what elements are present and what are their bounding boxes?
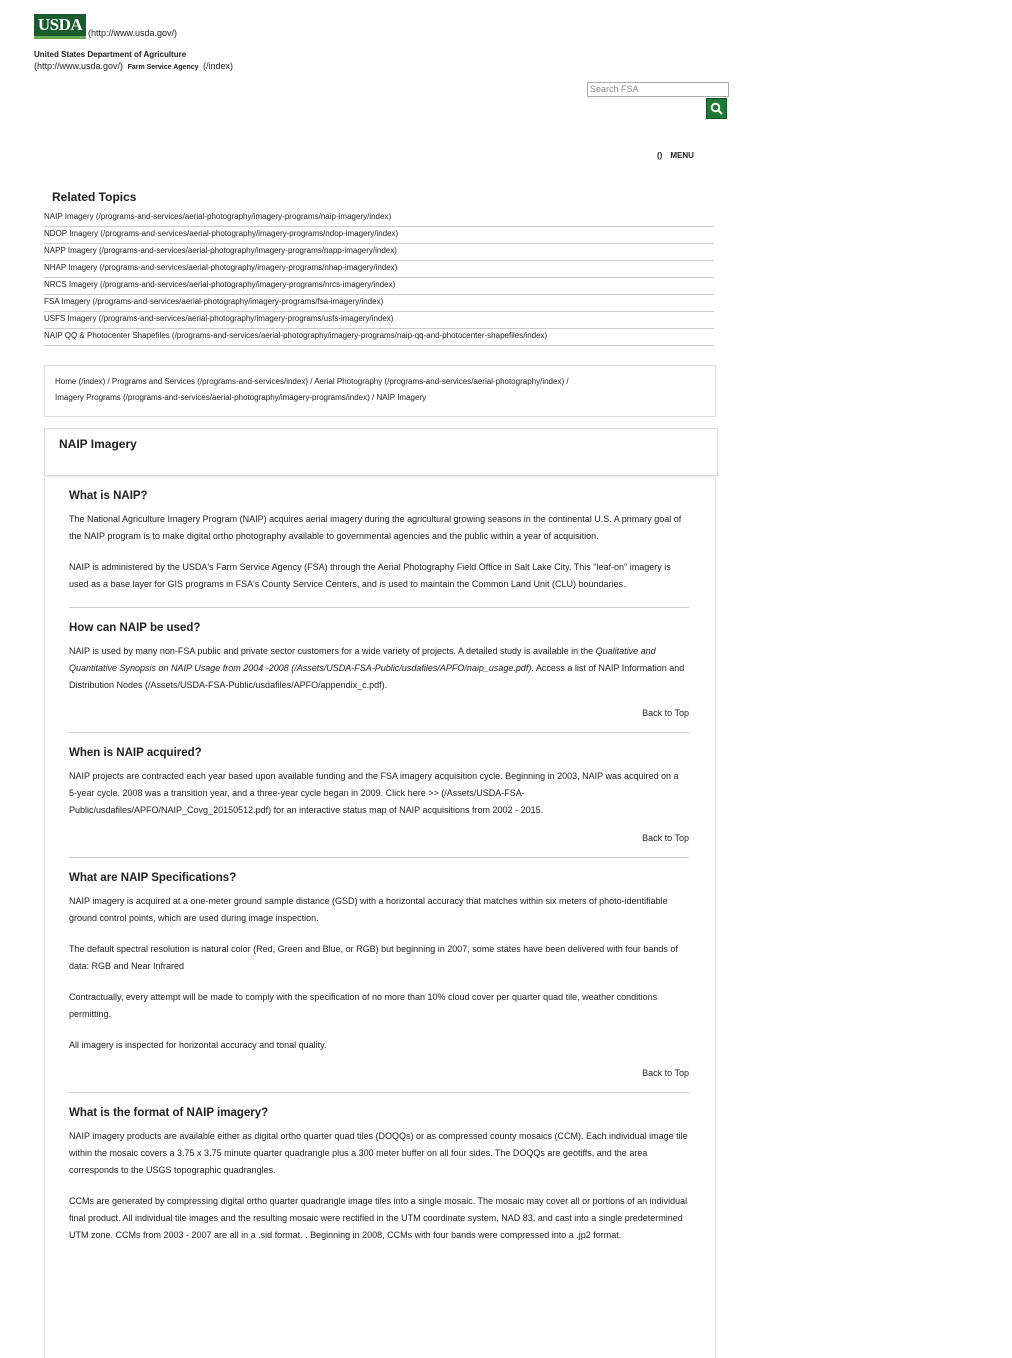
section-when-acquired	[69, 747, 689, 858]
paragraph: CCMs are generated by compressing digital ortho quarter quadrangle image tiles into a single mosaic. The mosaic may cover all or portions of an individual final product. All individual tile images and the resulting mosaic were rectified in the UTM coordinate system, NAD 83, and cast into a single predetermined UTM zone. CCMs from 2003 - 2007 are all in a .sid format. . Beginning in 2008, CCMs with four bands were compressed into a .jp2 format.	[69, 1196, 688, 1240]
back-to-top-link[interactable]: Back to Top	[642, 833, 689, 843]
home-link[interactable]: (http://www.usda.gov/)	[34, 61, 124, 71]
text: NAIP is used by many non-FSA public and private sector customers for a wide variety of projects. A detailed study is available in the	[69, 646, 596, 656]
related-topic-link[interactable]: USFS Imagery (/programs-and-services/aerial-photography/imagery-programs/usfs-imagery/index)	[44, 312, 714, 329]
section-heading: What are NAIP Specifications?	[69, 872, 237, 884]
related-topic-link[interactable]: NAIP QQ & Photocenter Shapefiles (/programs-and-services/aerial-photography/imagery-programs/naip-qq-and-photocenter-shapefiles/index)	[44, 329, 714, 346]
breadcrumb	[44, 365, 716, 417]
section-heading: How can NAIP be used?	[69, 622, 201, 634]
header-logo-row	[34, 14, 177, 39]
section-heading: What is NAIP?	[69, 490, 148, 502]
section-format	[69, 1107, 689, 1244]
paragraph: All imagery is inspected for horizontal accuracy and tonal quality.	[69, 1040, 327, 1050]
search-input[interactable]: Search FSA	[587, 82, 729, 97]
distribution-nodes-link[interactable]: . Access a list of NAIP Information and Distribution Nodes (/Assets/USDA-FSA-Public/usdafiles/APFO/appendix_c.pdf).	[69, 663, 685, 690]
paragraph: NAIP is administered by the USDA's Farm Service Agency (FSA) through the Aerial Photography Field Office in Salt Lake City. This "leaf-on" imagery is used as a base layer for GIS programs in FSA's County Service Centers, and is used to maintain the Common Land Unit (CLU) boundaries.	[69, 562, 671, 589]
main-content	[69, 490, 689, 1258]
section-what-is-naip	[69, 490, 689, 608]
agency-row	[34, 61, 233, 71]
breadcrumb-line-1[interactable]: Home (/index) / Programs and Services (/programs-and-services/index) / Aerial Photography (/programs-and-services/aerial-photography/index) /	[55, 377, 569, 386]
related-topics-list	[44, 210, 714, 346]
paragraph	[69, 643, 689, 694]
divider	[69, 607, 689, 608]
usage-study-link[interactable]: Qualitative and Quantitative Synopsis on NAIP Usage from 2004 -2008 (/Assets/USDA-FSA-Public/usdafiles/APFO/naip_usage.pdf)	[69, 646, 656, 673]
logo-link-url[interactable]: (http://www.usda.gov/)	[88, 28, 178, 38]
usda-logo[interactable]: USDA	[34, 14, 86, 39]
section-how-used	[69, 622, 689, 733]
related-topic-link[interactable]: FSA Imagery (/programs-and-services/aerial-photography/imagery-programs/fsa-imagery/index)	[44, 295, 714, 312]
related-topic-link[interactable]: NRCS Imagery (/programs-and-services/aerial-photography/imagery-programs/nrcs-imagery/index)	[44, 278, 714, 295]
section-specifications	[69, 872, 689, 1093]
breadcrumb-line-2[interactable]: Imagery Programs (/programs-and-services/aerial-photography/imagery-programs/index) / NAIP Imagery	[55, 393, 427, 402]
related-topic-link[interactable]: NAPP Imagery (/programs-and-services/aerial-photography/imagery-programs/napp-imagery/index)	[44, 244, 714, 261]
divider	[69, 1092, 689, 1093]
divider	[69, 732, 689, 733]
back-to-top-link[interactable]: Back to Top	[642, 1068, 689, 1078]
menu-button[interactable]	[657, 151, 694, 160]
agency-link[interactable]: (/index)	[203, 61, 234, 71]
related-topic-link[interactable]: NHAP Imagery (/programs-and-services/aerial-photography/imagery-programs/nhap-imagery/index)	[44, 261, 714, 278]
page-title: NAIP Imagery	[44, 428, 718, 476]
divider	[69, 857, 689, 858]
department-name: United States Department of Agriculture	[34, 50, 187, 59]
section-heading: When is NAIP acquired?	[69, 747, 202, 759]
paragraph: NAIP projects are contracted each year based upon available funding and the FSA imagery acquisition cycle. Beginning in 2003, NAIP was acquired on a 5-year cycle. 2008 was a transition year, and a three-year cycle began in 2009. Click here >> (/Assets/USDA-FSA-Public/usdafiles/APFO/NAIP_Covg_20150512.pdf) for an interactive status map of NAIP acquisitions from 2002 - 2015.	[69, 771, 679, 815]
menu-label: MENU	[670, 151, 694, 160]
search-button[interactable]	[706, 98, 727, 119]
paragraph: NAIP imagery products are available either as digital ortho quarter quad tiles (DOQQs) or as compressed county mosaics (CCM). Each individual image tile within the mosaic covers a 3.75 x 3.75 minute quarter quadrangle plus a 300 meter buffer on all four sides. The DOQQs are geotiffs, and the area corresponds to the USGS topographic quadrangles.	[69, 1131, 688, 1175]
back-to-top-link[interactable]: Back to Top	[642, 708, 689, 718]
agency-name[interactable]: Farm Service Agency	[127, 64, 199, 71]
paragraph: The default spectral resolution is natural color (Red, Green and Blue, or RGB) but beginning in 2007, some states have been delivered with four bands of data: RGB and Near Infrared	[69, 944, 678, 971]
related-topic-link[interactable]: NDOP Imagery (/programs-and-services/aerial-photography/imagery-programs/ndop-imagery/index)	[44, 227, 714, 244]
related-topics-title: Related Topics	[52, 190, 137, 204]
related-topic-link[interactable]: NAIP Imagery (/programs-and-services/aerial-photography/imagery-programs/naip-imagery/index)	[44, 210, 714, 227]
related-topics	[44, 190, 714, 346]
paragraph: The National Agriculture Imagery Program (NAIP) acquires aerial imagery during the agricultural growing seasons in the continental U.S. A primary goal of the NAIP program is to make digital ortho photography available to governmental agencies and the public within a year of acquisition.	[69, 514, 682, 541]
menu-icon: ()	[657, 151, 663, 160]
section-heading: What is the format of NAIP imagery?	[69, 1107, 269, 1119]
paragraph: Contractually, every attempt will be made to comply with the specification of no more than 10% cloud cover per quarter quad tile, weather conditions permitting.	[69, 992, 658, 1019]
search-icon	[710, 102, 723, 115]
paragraph: NAIP imagery is acquired at a one-meter ground sample distance (GSD) with a horizontal accuracy that matches within six meters of photo-identifiable ground control points, which are used during image inspection.	[69, 896, 668, 923]
